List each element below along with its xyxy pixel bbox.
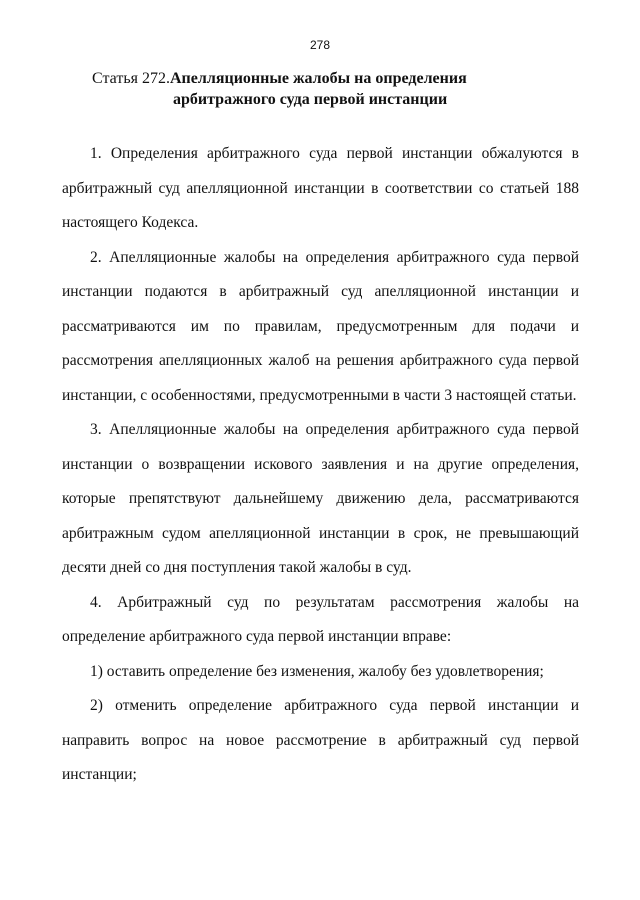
article-title-line-1: Апелляционные жалобы на определения bbox=[169, 70, 467, 87]
paragraph-2: 2. Апелляционные жалобы на определения арбитражного суда первой инстанции подаются в арбитражный суд апелляционной инстанции и рассматриваются им по правилам, предусмотренным для подачи и рассмотрения апелляционных жалоб на решения арбитражного суда первой инстанции, с особенностями, предусмотренными в части 3 настоящей статьи. bbox=[62, 248, 579, 404]
paragraph-1: 1. Определения арбитражного суда первой инстанции обжалуются в арбитражный суд апелляционной инстанции в соответствии со статьей 188 настоящего Кодекса. bbox=[62, 145, 579, 231]
article-number: Статья 272. bbox=[92, 70, 170, 87]
page-number: 278 bbox=[309, 38, 331, 52]
article-body bbox=[62, 137, 579, 793]
article-heading-line-1 bbox=[92, 68, 572, 89]
paragraph-3: 3. Апелляционные жалобы на определения арбитражного суда первой инстанции о возвращении искового заявления и на другие определения, которые препятствуют дальнейшему движению дела, рассматриваются арбитражным судом апелляционной инстанции в срок, не превышающий десяти дней со дня поступления такой жалобы в суд. bbox=[62, 421, 579, 576]
paragraph-4: 4. Арбитражный суд по результатам рассмотрения жалобы на определение арбитражного суда первой инстанции вправе: bbox=[62, 593, 579, 645]
list-item-2: 2) отменить определение арбитражного суда первой инстанции и направить вопрос на новое рассмотрение в арбитражный суд первой инстанции; bbox=[62, 697, 579, 783]
article-title-line-2: арбитражного суда первой инстанции bbox=[173, 91, 448, 108]
article-heading bbox=[92, 68, 572, 110]
list-item-1: 1) оставить определение без изменения, жалобу без удовлетворения; bbox=[90, 662, 544, 680]
